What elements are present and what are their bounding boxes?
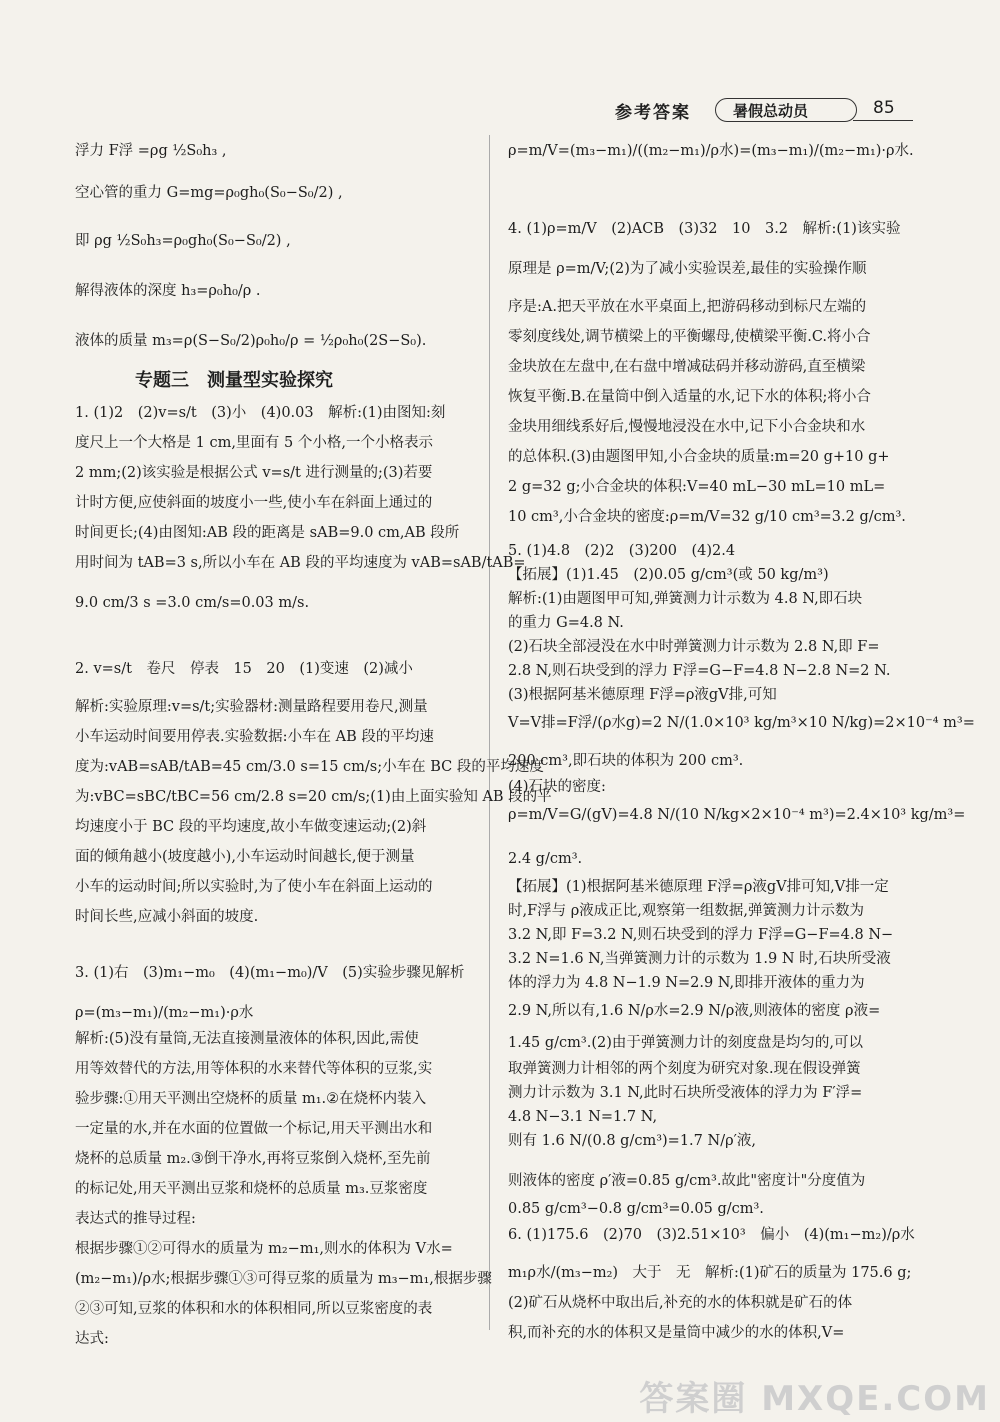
left-line: 一定量的水,并在水面的位置做一个标记,用天平测出水和: [75, 1121, 433, 1137]
header-series: 暑假总动员: [733, 102, 809, 120]
left-line: 度尺上一个大格是 1 cm,里面有 5 个小格,一个小格表示: [75, 435, 433, 451]
left-line: 度为:vAB=sAB/tAB=45 cm/3.0 s=15 cm/s;小车在 BC 段的平均速度: [75, 759, 544, 775]
left-line: 的标记处,用天平测出豆浆和烧杯的总质量 m₃.豆浆密度: [75, 1181, 428, 1197]
left-line: ②③可知,豆浆的体积和水的体积相同,所以豆浆密度的表: [75, 1301, 433, 1317]
right-line: V=V排=F浮/(ρ水g)=2 N/(1.0×10³ kg/m³×10 N/kg)=2×10⁻⁴ m³=: [508, 715, 975, 731]
left-line: 3. (1)右 (3)m₁−m₀ (4)(m₁−m₀)/V (5)实验步骤见解析: [75, 965, 465, 981]
left-line: 液体的质量 m₃=ρ(S−S₀/2)ρ₀h₀/ρ = ½ρ₀h₀(2S−S₀).: [75, 333, 427, 349]
left-line: 解得液体的深度 h₃=ρ₀h₀/ρ .: [75, 283, 261, 299]
left-line: 浮力 F浮 =ρg ½S₀h₃ ,: [75, 143, 227, 159]
right-line: 则有 1.6 N/(0.8 g/cm³)=1.7 N/ρ′液,: [508, 1133, 757, 1149]
right-line: 体的浮力为 4.8 N−1.9 N=2.9 N,即排开液体的重力为: [508, 975, 865, 991]
left-line: 解析:(5)没有量筒,无法直接测量液体的体积,因此,需使: [75, 1031, 419, 1047]
right-line: (4)石块的密度:: [508, 779, 606, 795]
left-line: 小车运动时间要用停表.实验数据:小车在 AB 段的平均速: [75, 729, 434, 745]
right-line: 积,而补充的水的体积又是量筒中减少的水的体积,V=: [508, 1325, 845, 1341]
left-line: 空心管的重力 G=mg=ρ₀gh₀(S₀−S₀/2) ,: [75, 185, 343, 201]
right-line: 零刻度线处,调节横梁上的平衡螺母,使横梁平衡.C.将小合: [508, 329, 871, 345]
left-line: 专题三 测量型实验探究: [135, 370, 333, 391]
left-line: 表达式的推导过程:: [75, 1211, 196, 1227]
left-line: 时间更长;(4)由图知:AB 段的距离是 sAB=9.0 cm,AB 段所: [75, 525, 460, 541]
right-line: 序是:A.把天平放在水平桌面上,把游码移动到标尺左端的: [508, 299, 867, 315]
right-line: 2.4 g/cm³.: [508, 851, 583, 867]
left-line: ρ=(m₃−m₁)/(m₂−m₁)·ρ水: [75, 1005, 254, 1021]
right-line: 0.85 g/cm³−0.8 g/cm³=0.05 g/cm³.: [508, 1201, 764, 1217]
right-line: 2.9 N,所以有,1.6 N/ρ水=2.9 N/ρ液,则液体的密度 ρ液=: [508, 1003, 881, 1019]
left-line: 时间长些,应减小斜面的坡度.: [75, 909, 259, 925]
right-line: 4.8 N−3.1 N=1.7 N,: [508, 1109, 658, 1125]
right-line: 3.2 N=1.6 N,当弹簧测力计的示数为 1.9 N 时,石块所受液: [508, 951, 891, 967]
right-line: 时,F浮与 ρ液成正比,观察第一组数据,弹簧测力计示数为: [508, 903, 865, 919]
left-line: 根据步骤①②可得水的质量为 m₂−m₁,则水的体积为 V水=: [75, 1241, 453, 1257]
right-line: 原理是 ρ=m/V;(2)为了减小实验误差,最佳的实验操作顺: [508, 261, 867, 277]
page-header: [615, 96, 915, 126]
page-number: 85: [873, 98, 895, 118]
right-line: 2.8 N,则石块受到的浮力 F浮=G−F=4.8 N−2.8 N=2 N.: [508, 663, 891, 679]
right-line: 10 cm³,小合金块的密度:ρ=m/V=32 g/10 cm³=3.2 g/cm³.: [508, 509, 906, 525]
right-line: 3.2 N,即 F=3.2 N,则石块受到的浮力 F浮=G−F=4.8 N−: [508, 927, 894, 943]
right-line: m₁ρ水/(m₃−m₂) 大于 无 解析:(1)矿石的质量为 175.6 g;: [508, 1265, 912, 1281]
header-rule: [853, 120, 913, 121]
left-line: 计时方便,应使斜面的坡度小一些,使小车在斜面上通过的: [75, 495, 433, 511]
left-line: 烧杯的总质量 m₂.③倒干净水,再将豆浆倒入烧杯,至先前: [75, 1151, 431, 1167]
column-divider: [489, 135, 490, 1330]
right-line: (2)石块全部浸没在水中时弹簧测力计示数为 2.8 N,即 F=: [508, 639, 880, 655]
watermark: 答案圈 MXQE.COM: [639, 1379, 990, 1419]
right-line: 200 cm³,即石块的体积为 200 cm³.: [508, 753, 744, 769]
right-line: 则液体的密度 ρ′液=0.85 g/cm³.故此"密度计"分度值为: [508, 1173, 866, 1189]
right-line: 金块用细线系好后,慢慢地浸没在水中,记下小合金块和水: [508, 419, 866, 435]
left-line: 小车的运动时间;所以实验时,为了使小车在斜面上运动的: [75, 879, 433, 895]
left-line: 2 mm;(2)该实验是根据公式 v=s/t 进行测量的;(3)若要: [75, 465, 433, 481]
right-line: (2)矿石从烧杯中取出后,补充的水的体积就是矿石的体: [508, 1295, 853, 1311]
left-line: 解析:实验原理:v=s/t;实验器材:测量路程要用卷尺,测量: [75, 699, 428, 715]
right-line: 的重力 G=4.8 N.: [508, 615, 624, 631]
right-line: 2 g=32 g;小合金块的体积:V=40 mL−30 mL=10 mL=: [508, 479, 886, 495]
right-line: 【拓展】(1)根据阿基米德原理 F浮=ρ液gV排可知,V排一定: [508, 879, 889, 895]
left-line: (m₂−m₁)/ρ水;根据步骤①③可得豆浆的质量为 m₃−m₁,根据步骤: [75, 1271, 492, 1287]
right-line: 的总体积.(3)由题图甲知,小合金块的质量:m=20 g+10 g+: [508, 449, 890, 465]
right-line: 6. (1)175.6 (2)70 (3)2.51×10³ 偏小 (4)(m₁−m₂)/ρ水: [508, 1227, 915, 1243]
right-line: 5. (1)4.8 (2)2 (3)200 (4)2.4: [508, 543, 736, 559]
right-line: 测力计示数为 3.1 N,此时石块所受液体的浮力为 F′浮=: [508, 1085, 863, 1101]
header-title: 参考答案: [615, 103, 691, 123]
right-line: ρ=m/V=(m₃−m₁)/((m₂−m₁)/ρ水)=(m₃−m₁)/(m₂−m₁)·ρ水.: [508, 143, 914, 159]
right-line: 取弹簧测力计相邻的两个刻度为研究对象.现在假设弹簧: [508, 1061, 861, 1077]
right-line: 恢复平衡.B.在量筒中倒入适量的水,记下水的体积;将小合: [508, 389, 871, 405]
right-line: 金块放在左盘中,在右盘中增减砝码并移动游码,直至横梁: [508, 359, 866, 375]
left-line: 即 ρg ½S₀h₃=ρ₀gh₀(S₀−S₀/2) ,: [75, 233, 291, 249]
left-line: 均速度小于 BC 段的平均速度,故小车做变速运动;(2)斜: [75, 819, 427, 835]
right-line: 4. (1)ρ=m/V (2)ACB (3)32 10 3.2 解析:(1)该实验: [508, 221, 901, 237]
left-line: 用等效替代的方法,用等体积的水来替代等体积的豆浆,实: [75, 1061, 433, 1077]
left-line: 验步骤:①用天平测出空烧杯的质量 m₁.②在烧杯内装入: [75, 1091, 427, 1107]
right-line: 1.45 g/cm³.(2)由于弹簧测力计的刻度盘是均匀的,可以: [508, 1035, 864, 1051]
left-line: 2. v=s/t 卷尺 停表 15 20 (1)变速 (2)减小: [75, 661, 413, 677]
right-line: (3)根据阿基米德原理 F浮=ρ液gV排,可知: [508, 687, 777, 703]
right-line: 【拓展】(1)1.45 (2)0.05 g/cm³(或 50 kg/m³): [508, 567, 829, 583]
left-line: 1. (1)2 (2)v=s/t (3)小 (4)0.03 解析:(1)由图知:刻: [75, 405, 446, 421]
left-line: 达式:: [75, 1331, 109, 1347]
left-line: 为:vBC=sBC/tBC=56 cm/2.8 s=20 cm/s;(1)由上面实验知 AB 段的平: [75, 789, 552, 805]
left-line: 面的倾角越小(坡度越小),小车运动时间越长,便于测量: [75, 849, 415, 865]
left-line: 用时间为 tAB=3 s,所以小车在 AB 段的平均速度为 vAB=sAB/tAB=: [75, 555, 526, 571]
right-line: 解析:(1)由题图甲可知,弹簧测力计示数为 4.8 N,即石块: [508, 591, 863, 607]
left-line: 9.0 cm/3 s =3.0 cm/s=0.03 m/s.: [75, 595, 310, 611]
right-line: ρ=m/V=G/(gV)=4.8 N/(10 N/kg×2×10⁻⁴ m³)=2.4×10³ kg/m³=: [508, 807, 966, 823]
